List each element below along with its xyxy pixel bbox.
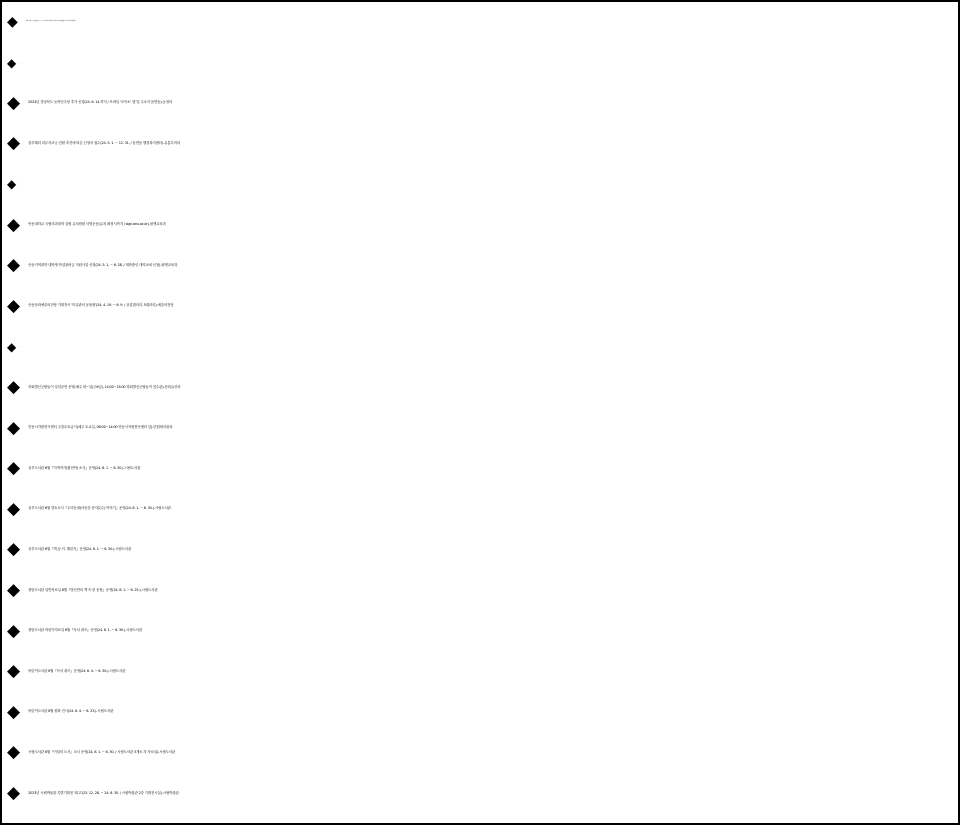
notice-text: 안동지역대학 대학생 학업장려금 지원사업 신청(24. 5. 1. ~ 6. 28. / 재학중인 대학교에 신청)-평생교육과 — [28, 262, 178, 267]
notice-text: 중앙도서관 일반자료실 6월『당신만의 책 속 한 문장』운영(24. 6. 1. ~ 6. 25.)-시립도서관 — [28, 587, 158, 592]
diamond-bullet-icon: ◆ — [7, 661, 21, 682]
diamond-bullet-icon: ◆ — [7, 14, 18, 30]
notice-item — [2, 652, 958, 692]
notice-text: 안동대학교 국립의과대학 설립 유치염원 서명운동(유치 확정시까지 / sign.anu.ac.kr)-평생교육과 — [28, 222, 166, 227]
notice-item — [2, 327, 958, 367]
notice-text: 2023년 시립박물관 특별기획전 '회고'(23. 12. 28. ~ 24. 6. 30. / 시립박물관 2층 기획전시실)-시립박물관 — [28, 790, 179, 795]
notice-item — [2, 530, 958, 570]
notice-item — [2, 164, 958, 204]
diamond-bullet-icon: ◆ — [7, 782, 21, 803]
diamond-bullet-icon: ◆ — [7, 701, 21, 722]
notice-item — [2, 124, 958, 164]
notice-text: 어린이도서관 6월 원화 전시(24. 6. 4. ~ 6. 23.)-시립도서관 — [28, 709, 114, 714]
notice-item — [2, 489, 958, 529]
notice-text: 안동문화예술의전당 기획전시 '미술관의 동물원'(24. 4. 19. ~ 6. 9. / 상설갤러리, 5갤러리)-예술의전당 — [28, 303, 174, 308]
diamond-bullet-icon: ◆ — [7, 177, 17, 192]
notice-text: 웅부도서관 6월『지역작가(황현탁) 소식』운영(24. 6. 1. ~ 6. 30.)-시립도서관 — [28, 465, 141, 470]
notice-text: 하회별신굿탈놀이 상설공연 운영(매주 화~일(주6일), 14:00~15:00 하회별신굿탈놀이 전수관)-문화유산과 — [28, 384, 181, 389]
diamond-bullet-icon: ◆ — [7, 255, 21, 276]
diamond-bullet-icon: ◆ — [7, 133, 21, 154]
notice-item — [2, 570, 958, 610]
notice-item — [2, 367, 958, 407]
diamond-bullet-icon: ◆ — [7, 55, 17, 70]
diamond-bullet-icon: ◆ — [7, 376, 21, 397]
diamond-bullet-icon: ◆ — [7, 539, 21, 560]
notice-item — [2, 733, 958, 773]
notice-item — [2, 408, 958, 448]
notice-item — [2, 692, 958, 732]
notice-text: 웅부도서관 6월 향토소식『우리동네(낙동강 음악분수) 이야기』운영(24. 6. 1. ~ 6. 30.)-시립도서관 — [28, 506, 171, 511]
diamond-bullet-icon: ◆ — [7, 458, 21, 479]
diamond-bullet-icon: ◆ — [7, 498, 21, 519]
diamond-bullet-icon: ◆ — [7, 339, 17, 354]
notice-item — [2, 205, 958, 245]
diamond-bullet-icon: ◆ — [7, 295, 21, 316]
notice-item — [2, 83, 958, 123]
diamond-bullet-icon: ◆ — [7, 579, 21, 600]
notice-item — [2, 286, 958, 326]
notice-text: 어린이도서관 6월『독서 퀴즈』운영(24. 6. 4. ~ 6. 30.)-시립도서관 — [28, 668, 126, 673]
notice-item — [2, 773, 958, 813]
diamond-bullet-icon: ◆ — [7, 92, 21, 113]
diamond-bullet-icon: ◆ — [7, 214, 21, 235]
diamond-bullet-icon: ◆ — [7, 620, 21, 641]
notice-item — [2, 611, 958, 651]
notice-text: 안동시자원봉사센터 주말무료급식(매주 토요일, 08:00~14:00 안동시자원봉사센터 앞)-민원새마을과 — [28, 425, 173, 430]
notice-text: 중앙도서관 어린이자료실 6월『독서 퀴즈』운영(24. 6. 1. ~ 6. 30.)-시립도서관 — [28, 628, 143, 633]
notice-text: 블루베리 의무자조금 전환 추진에 따른 신청서 접수(24. 5. 1. ~ 12. 31. / 읍면동 행정복지센터)-유통특작과 — [28, 141, 181, 146]
notice-item — [2, 2, 958, 42]
notice-item — [2, 246, 958, 286]
notice-text: 웅부도서관 6월『책.동.이. 챌린지』운영(24. 6. 1. ~ 6. 30.)-시립도서관 — [28, 547, 132, 552]
notice-text: 시립도서관 6월『이달의 도서』코너 운영(24. 6. 1. ~ 6. 30. / 시립도서관 3개소 각 자료실)-시립도서관 — [28, 750, 176, 755]
notice-text: 2024년 경상북도 농어민수당 추가 신청(24. 6. 14.까지 / 모바일 ‘모이소’ 앱 및 주소지 읍면동)-농정과 — [28, 100, 173, 105]
notice-item — [2, 43, 958, 83]
notice-item — [2, 449, 958, 489]
notice-text: 폐렴구균백신 무료 예방접종(24. 6. 3. ~ 6. 8. / 65세 이상 미접종자 / 보건(지)소 및 지정 위탁의료기관 40개소)-감염병대응과 — [25, 21, 76, 23]
diamond-bullet-icon: ◆ — [7, 742, 21, 763]
diamond-bullet-icon: ◆ — [7, 417, 21, 438]
